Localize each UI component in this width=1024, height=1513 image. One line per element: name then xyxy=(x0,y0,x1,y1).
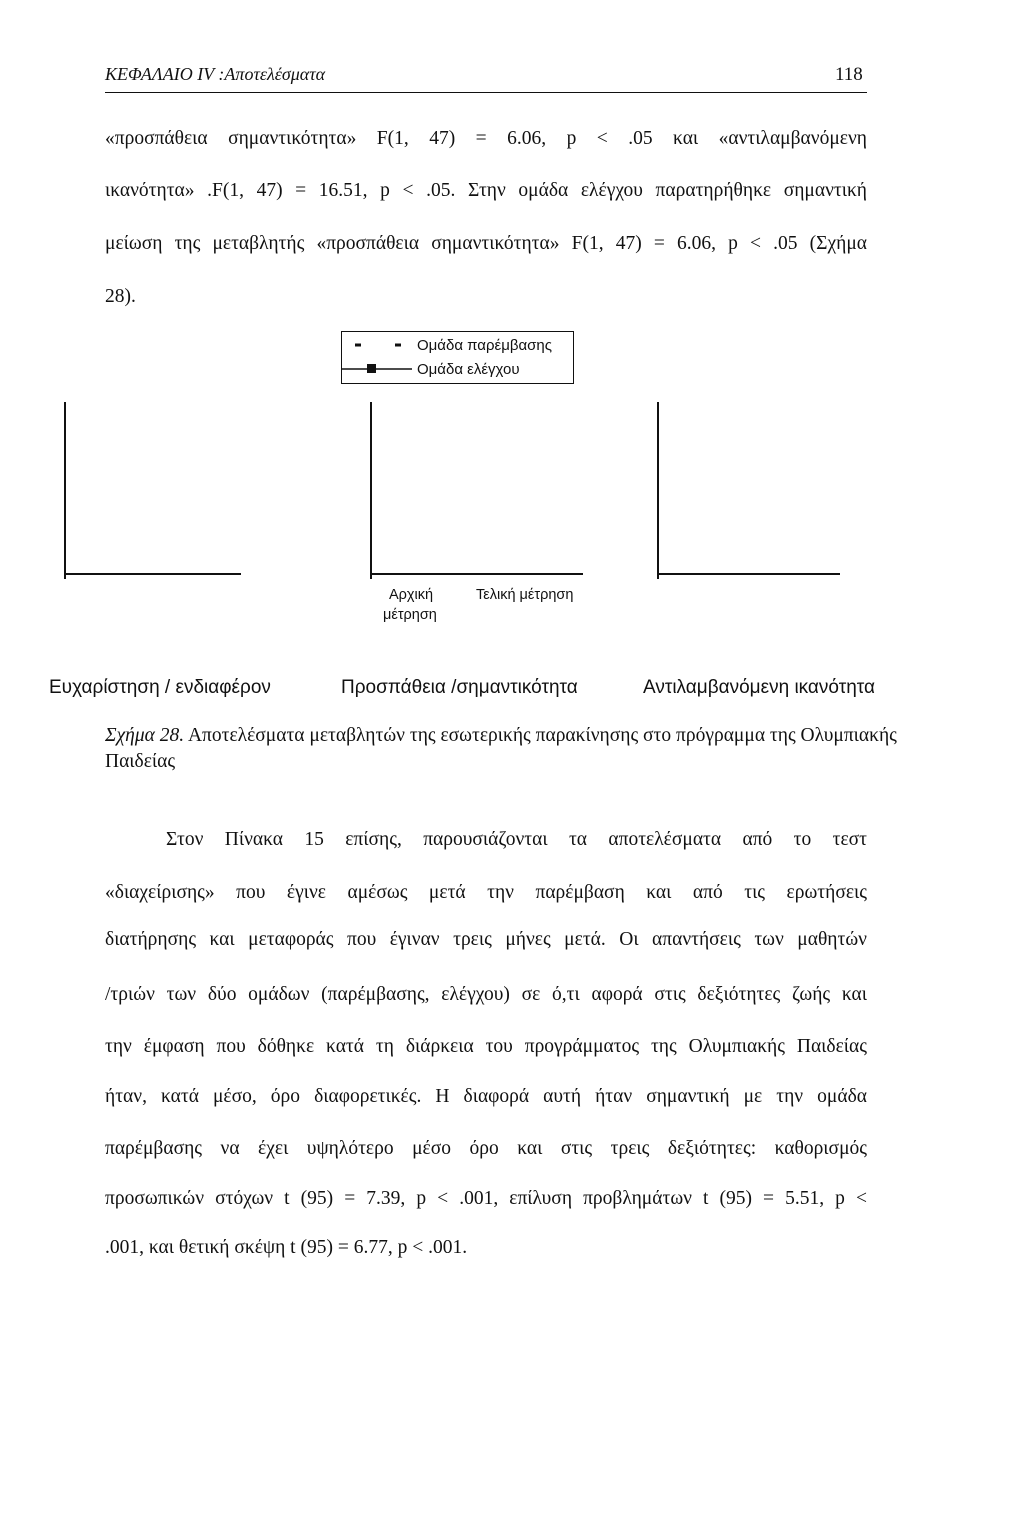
panel-3-x-axis xyxy=(657,573,840,575)
paragraph-line-6: ήταν, κατά μέσο, όρο διαφορετικές. Η διαφορά αυτή ήταν σημαντική με την ομάδα xyxy=(105,1086,867,1107)
legend-label-control: Ομάδα ελέγχου xyxy=(417,360,520,378)
legend-item-intervention xyxy=(342,334,573,356)
panel-1-x-axis xyxy=(64,573,241,575)
panel-title-effort: Προσπάθεια /σημαντικότητα xyxy=(341,677,578,698)
intro-line-1: «προσπάθεια σημαντικότητα» F(1, 47) = 6.06, p < .05 και «αντιλαμβανόμενη xyxy=(105,128,867,149)
chapter-title: ΚΕΦΑΛΑΙΟ IV :Αποτελέσματα xyxy=(105,64,326,84)
figure-caption-label: Σχήμα 28. xyxy=(105,725,185,746)
intro-line-2: ικανότητα» .F(1, 47) = 16.51, p < .05. Στην ομάδα ελέγχου παρατηρήθηκε σημαντική xyxy=(105,180,867,201)
panel-1-y-axis xyxy=(64,402,66,574)
header-rule xyxy=(105,92,867,93)
panel-title-competence: Αντιλαμβανόμενη ικανότητα xyxy=(643,677,876,698)
paragraph-line-8: προσωπικών στόχων t (95) = 7.39, p < .001, επίλυση προβλημάτων t (95) = 5.51, p < xyxy=(105,1188,867,1209)
figure-caption-text: Αποτελέσματα μεταβλητών της εσωτερικής παρακίνησης στο πρόγραμμα της Ολυμπιακής xyxy=(187,725,897,746)
page-number: 118 xyxy=(835,64,863,85)
paragraph-line-3: διατήρησης και μεταφοράς που έγιναν τρεις μήνες μετά. Οι απαντήσεις των μαθητών xyxy=(105,929,867,950)
figure-caption-text-2: Παιδείας xyxy=(105,751,176,772)
paragraph-line-4: /τριών των δύο ομάδων (παρέμβασης, ελέγχου) σε ό,τι αφορά στις δεξιότητες ζωής και xyxy=(105,984,867,1005)
paragraph-line-9: .001, και θετική σκέψη t (95) = 6.77, p < .001. xyxy=(105,1237,468,1258)
paragraph-line-1: Στον Πίνακα 15 επίσης, παρουσιάζονται τα αποτελέσματα από το τεστ xyxy=(166,829,867,850)
x-tick-label-initial: Αρχική xyxy=(389,587,434,603)
paragraph-line-7: παρέμβασης να έχει υψηλότερο μέσο όρο και στις τρεις δεξιότητες: καθορισμός xyxy=(105,1138,867,1159)
panel-2-x-axis xyxy=(370,573,583,575)
intro-line-4: 28). xyxy=(105,286,136,307)
chart-legend xyxy=(341,331,574,384)
paragraph-line-2: «διαχείρισης» που έγινε αμέσως μετά την παρέμβαση και από τις ερωτήσεις xyxy=(105,882,867,903)
legend-item-control xyxy=(342,358,573,380)
x-tick-label-initial-2: μέτρηση xyxy=(383,607,437,623)
figure-caption xyxy=(105,725,897,747)
legend-label-intervention: Ομάδα παρέμβασης xyxy=(417,336,552,354)
panel-title-enjoyment: Ευχαρίστηση / ενδιαφέρον xyxy=(49,677,271,698)
dashed-line-swatch xyxy=(342,334,412,356)
square-marker-line-swatch xyxy=(342,358,412,380)
panel-3-tick xyxy=(657,573,659,579)
x-tick-label-final: Τελική μέτρηση xyxy=(476,587,574,603)
panel-1-tick xyxy=(64,573,66,579)
panel-2-tick xyxy=(370,573,372,579)
paragraph-line-5: την έμφαση που δόθηκε κατά τη διάρκεια του προγράμματος της Ολυμπιακής Παιδείας xyxy=(105,1036,867,1057)
panel-2-y-axis xyxy=(370,402,372,574)
panel-3-y-axis xyxy=(657,402,659,574)
intro-line-3: μείωση της μεταβλητής «προσπάθεια σημαντικότητα» F(1, 47) = 6.06, p < .05 (Σχήμα xyxy=(105,233,867,254)
